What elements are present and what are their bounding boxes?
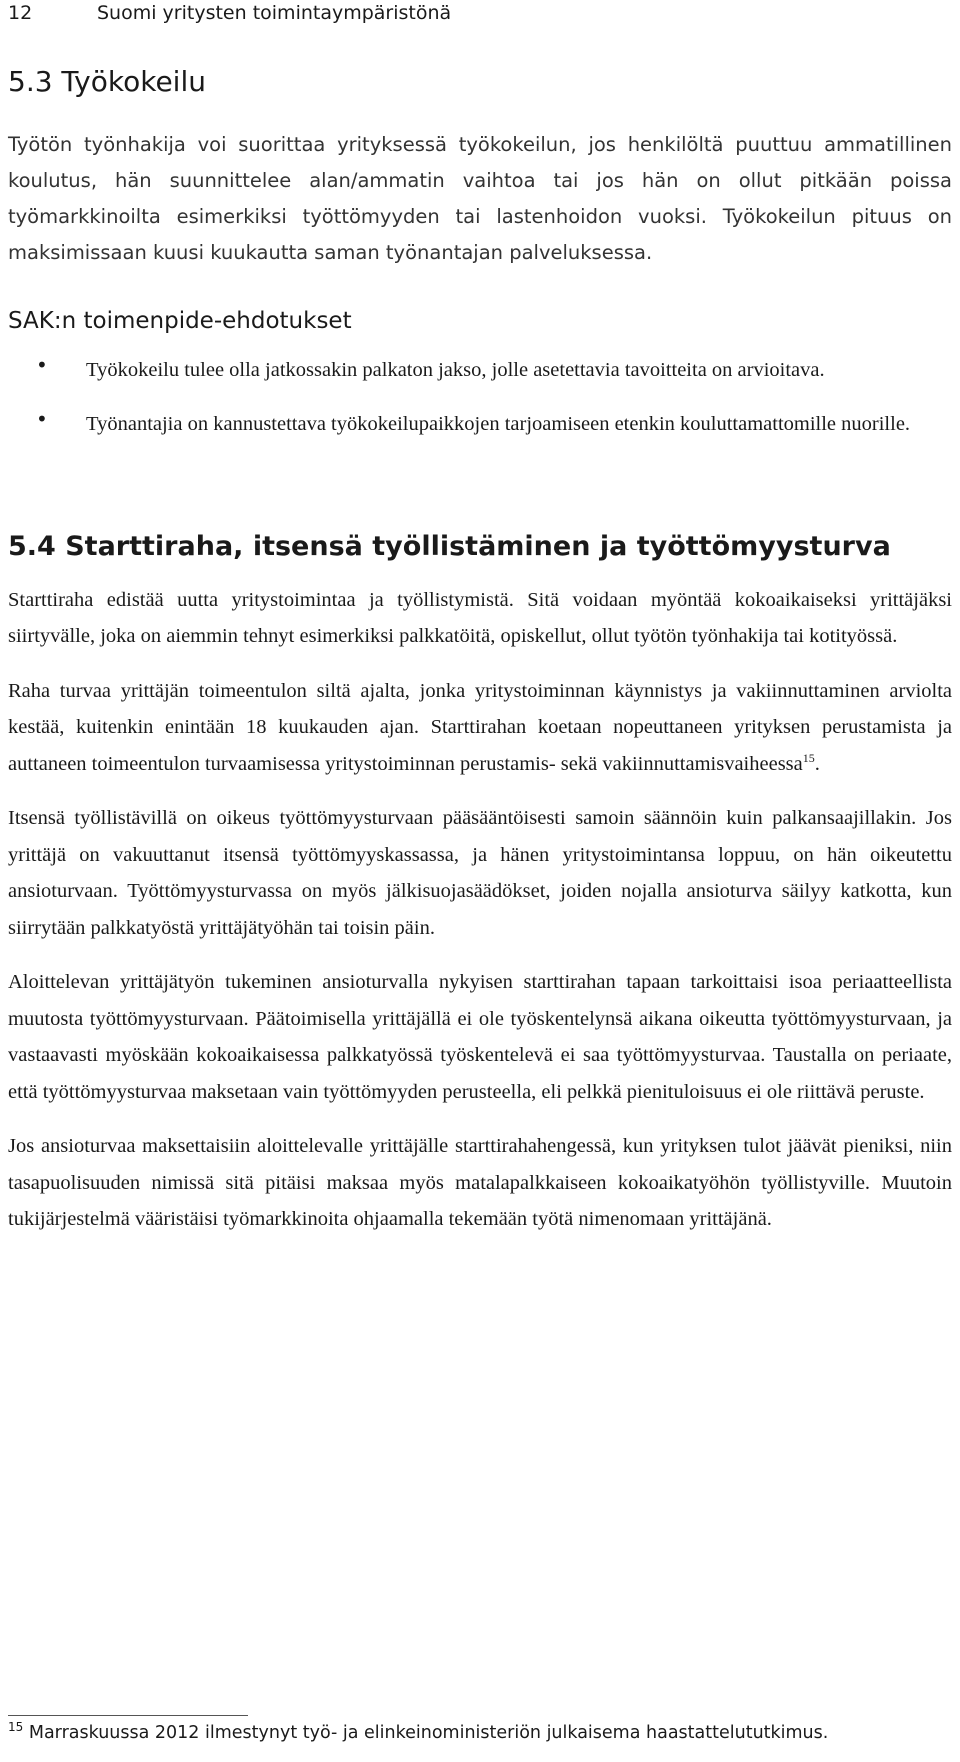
running-title: Suomi yritysten toimintaympäristönä xyxy=(97,2,452,24)
list-item xyxy=(8,407,952,442)
sak-heading: SAK:n toimenpide-ehdotukset xyxy=(8,307,352,334)
footnote-number: 15 xyxy=(8,1720,24,1735)
section-5-4-paragraph-5: Jos ansioturvaa maksettaisiin aloittelevalle yrittäjälle starttirahahengessä, kun yrityksen tulot jäävät pieniksi, niin tasapuolisuuden nimissä sitä pitäisi maksaa myös matalapalkkaiseen kokoaikatyöhön työllistyville. Muutoin tukijärjestelmä vääristäisi työmarkkinoita ohjaamalla tekemään työtä nimenomaan yrittäjänä. xyxy=(8,1135,952,1231)
list-item-text: Työnantajia on kannustettava työkokeilupaikkojen tarjoamiseen etenkin kouluttamattomille nuorille. xyxy=(86,412,911,435)
section-5-4-paragraph-4: Aloittelevan yrittäjätyön tukeminen ansioturvalla nykyisen starttirahan tapaan tarkoittaisi isoa periaatteellista muutosta työttömyysturvaan. Päätoimisella yrittäjällä ei ole työskentelynsä aikana oikeutta työttömyysturvaan, ja vastaavasti myöskään kokoaikaisessa palkkatyössä työskentelevä ei saa työttömyysturvaa. Taustalla on periaate, että työttömyysturvaa maksetaan vain työttömyyden perusteella, eli pelkkä pienituloisuus ei ole riittävä peruste. xyxy=(8,971,952,1103)
paragraph-text: Raha turvaa yrittäjän toimeentulon siltä ajalta, jonka yritystoiminnan käynnistys ja vakiinnuttaminen arviolta kestää, kuitenkin enintään 18 kuukauden ajan. Starttirahan koetaan nopeuttaneen yrityksen perustamista ja auttaneen toimeentulon turvaamisessa yritystoiminnan perustamis- sekä vakiinnuttamisvaiheessa xyxy=(8,679,952,775)
section-5-4-paragraph-2 xyxy=(8,673,952,783)
list-item xyxy=(8,353,952,388)
page-number: 12 xyxy=(8,2,33,24)
section-5-4-paragraph-1: Starttiraha edistää uutta yritystoimintaa ja työllistymistä. Sitä voidaan myöntää kokoaikaiseksi yrittäjäksi siirtyvälle, joka on aiemmin tehnyt esimerkiksi palkkatöitä, opiskellut, ollut työtön työnhakija tai kotityössä. xyxy=(8,588,952,648)
list-item-text: Työkokeilu tulee olla jatkossakin palkaton jakso, jolle asetettavia tavoitteita on arvioitava. xyxy=(86,358,825,381)
section-5-4-title: 5.4 Starttiraha, itsensä työllistäminen ja työttömyysturva xyxy=(8,530,891,562)
footnote xyxy=(8,1720,829,1743)
paragraph-end: . xyxy=(814,752,820,775)
footnote-divider xyxy=(8,1715,248,1716)
section-5-4-paragraph-3: Itsensä työllistävillä on oikeus työttömyysturvaan pääsääntöisesti samoin säännöin kuin palkansaajillakin. Jos yrittäjä on vakuuttanut itsensä työttömyyskassassa, ja hänen yritystoimintansa loppuu, on hän oikeutettu ansioturvaan. Työttömyysturvassa on myös jälkisuojasäädökset, joiden nojalla ansioturva säilyy katkotta, kun siirrytään palkkatyöstä yrittäjätyöhän tai toisin päin. xyxy=(8,807,952,939)
section-5-3-paragraph: Työtön työnhakija voi suorittaa yrityksessä työkokeilun, jos henkilöltä puuttuu ammatillinen koulutus, hän suunnittelee alan/ammatin vaihtoa tai jos hän on ollut pitkään poissa työmarkkinoilta esimerkiksi työttömyyden tai lastenhoidon vuoksi. Työkokeilun pituus on maksimissaan kuusi kuukautta saman työnantajan palveluksessa. xyxy=(8,132,952,264)
bullet-icon: • xyxy=(36,352,48,377)
bullet-icon: • xyxy=(36,406,48,431)
section-5-3-title: 5.3 Työkokeilu xyxy=(8,65,206,98)
page-body xyxy=(8,65,952,1238)
footnote-reference: 15 xyxy=(802,751,815,766)
footnote-text: Marraskuussa 2012 ilmestynyt työ- ja elinkeinoministeriön julkaisema haastattelututkimus. xyxy=(28,1723,829,1743)
sak-proposals-list xyxy=(8,353,952,442)
